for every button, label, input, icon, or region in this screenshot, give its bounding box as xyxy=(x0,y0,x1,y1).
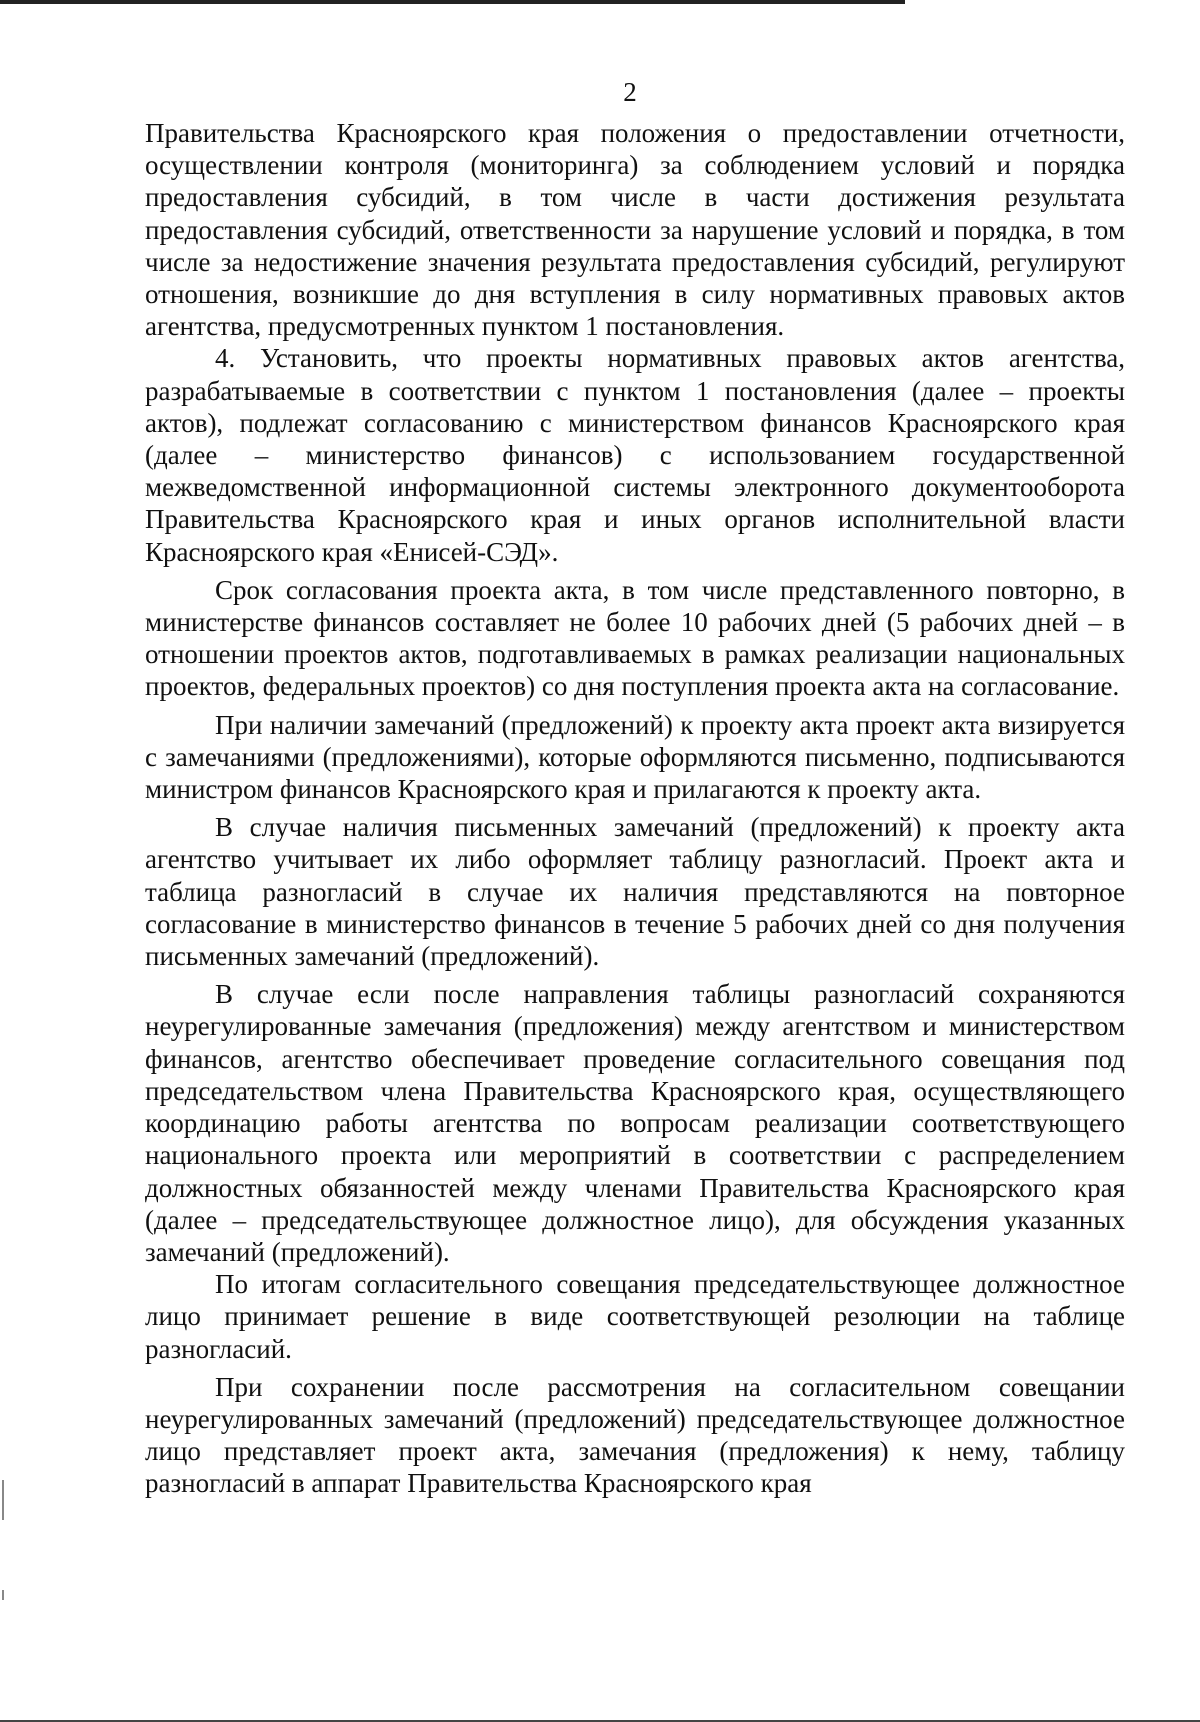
paragraph: По итогам согласительного совещания председательствующее должностное лицо принимает решение в виде соответствующей резолюции на таблице разногласий. xyxy=(145,1269,1125,1364)
scan-top-border xyxy=(0,0,905,4)
paragraph: При наличии замечаний (предложений) к проекту акта проект акта визируется с замечаниями (предложениями), которые оформляются письменно, подписываются министром финансов Красноярского края и прилагаются к проекту акта. xyxy=(145,709,1125,805)
paragraph: Правительства Красноярского края положения о предоставлении отчетности, осуществлении контроля (мониторинга) за соблюдением условий и порядка предоставления субсидий, в том числе в части достижения результата предоставления субсидий, ответственности за нарушение условий и порядка, в том числе за недостижение значения результата предоставления субсидий, регулируют отношения, возникшие до дня вступления в силу нормативных правовых актов агентства, предусмотренных пунктом 1 постановления. xyxy=(145,118,1125,342)
page-number: 2 xyxy=(623,77,637,107)
paragraph: Срок согласования проекта акта, в том числе представленного повторно, в министерстве финансов составляет не более 10 рабочих дней (5 рабочих дней – в отношении проектов актов, подготавливаемых в рамках реализации национальных проектов, федеральных проектов) со дня поступления проекта акта на согласование. xyxy=(145,574,1125,702)
paragraph: В случае наличия письменных замечаний (предложений) к проекту акта агентство учитывает их либо оформляет таблицу разногласий. Проект акта и таблица разногласий в случае их наличия представляются на повторное согласование в министерство финансов в течение 5 рабочих дней со дня получения письменных замечаний (предложений). xyxy=(145,812,1125,972)
paragraph: При сохранении после рассмотрения на согласительном совещании неурегулированных замечаний (предложений) председательствующее должностное лицо представляет проект акта, замечания (предложения) к нему, таблицу разногласий в аппарат Правительства Красноярского края xyxy=(145,1371,1125,1499)
paragraph: 4. Установить, что проекты нормативных правовых актов агентства, разрабатываемые в соответствии с пунктом 1 постановления (далее – проекты актов), подлежат согласованию с министерством финансов Красноярского края (далее – министерство финансов) с использованием государственной межведомственной информационной системы электронного документооборота Правительства Красноярского края и иных органов исполнительной власти Красноярского края «Енисей-СЭД». xyxy=(145,343,1125,567)
document-body xyxy=(145,117,1125,1500)
scan-left-edge-mark xyxy=(2,1480,4,1520)
paragraph: В случае если после направления таблицы разногласий сохраняются неурегулированные замечания (предложения) между агентством и министерством финансов, агентство обеспечивает проведение согласительного совещания под председательством члена Правительства Красноярского края, осуществляющего координацию работы агентства по вопросам реализации соответствующего национального проекта или мероприятий в соответствии с распределением должностных обязанностей между членами Правительства Красноярского края (далее – председательствующее должностное лицо), для обсуждения указанных замечаний (предложений). xyxy=(145,979,1125,1267)
scan-left-edge-mark xyxy=(2,1590,4,1600)
